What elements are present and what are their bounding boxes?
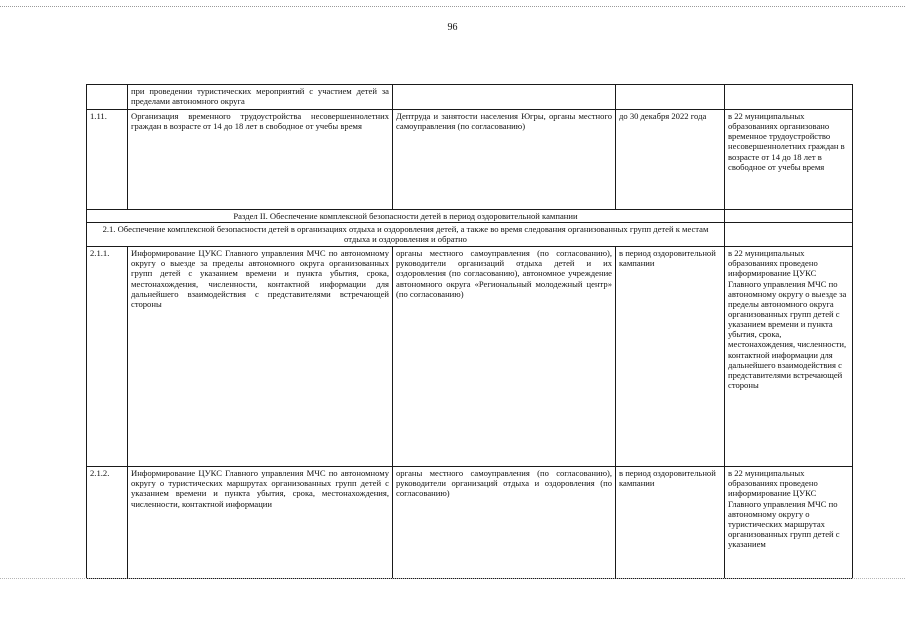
result-cell: в 22 муниципальных образованиях проведено информирование ЦУКС Главного управления МЧС по автономному округу о туристических маршрутах организованных групп детей с указанием (725, 467, 853, 579)
subsection-row (87, 223, 853, 247)
deadline-cell: до 30 декабря 2022 года (616, 110, 725, 210)
empty-cell (725, 210, 853, 223)
table-row (87, 467, 853, 579)
result-cell (725, 85, 853, 110)
deadline-cell (616, 85, 725, 110)
section-title: Раздел II. Обеспечение комплексной безопасности детей в период оздоровительной кампании (87, 210, 725, 223)
scan-edge-bottom (0, 578, 905, 579)
result-cell: в 22 муниципальных образованиях проведено информирование ЦУКС Главного управления МЧС по автономному округу о выезде за пределы автономного округа организованных групп детей с указанием времени и пункта убытия, срока, местонахождения, численности, контактной информации для дальнейшего взаимодействия с представителями встречающей стороны (725, 247, 853, 467)
row-number (87, 85, 128, 110)
executors-cell: органы местного самоуправления (по согласованию), руководители организаций отдыха детей и их оздоровления (по согласованию), автономное учреждение автономного округа «Региональный молодежный центр» (по согласованию) (393, 247, 616, 467)
plan-table (86, 84, 853, 579)
section-row (87, 210, 853, 223)
empty-cell (725, 223, 853, 247)
table-row (87, 85, 853, 110)
page-number: 96 (447, 22, 458, 33)
row-number: 1.11. (87, 110, 128, 210)
scan-edge-top (0, 6, 905, 7)
deadline-cell: в период оздоровительной кампании (616, 467, 725, 579)
row-number: 2.1.2. (87, 467, 128, 579)
activity-cell: Информирование ЦУКС Главного управления МЧС по автономному округу о выезде за пределы автономного округа организованных групп детей с указанием времени и пункта убытия, срока, местонахождения, численности, контактной информации для дальнейшего взаимодействия с представителями встречающей стороны (128, 247, 393, 467)
table-row (87, 247, 853, 467)
table-row (87, 110, 853, 210)
executors-cell (393, 85, 616, 110)
subsection-title: 2.1. Обеспечение комплексной безопасности детей в организациях отдыха и оздоровления детей, а также во время следования организованных групп детей к местам отдыха и оздоровления и обратно (87, 223, 725, 247)
activity-cell: при проведении туристических мероприятий с участием детей за пределами автономного округа (128, 85, 393, 110)
deadline-cell: в период оздоровительной кампании (616, 247, 725, 467)
activity-cell: Организация временного трудоустройства несовершеннолетних граждан в возрасте от 14 до 18 лет в свободное от учебы время (128, 110, 393, 210)
row-number: 2.1.1. (87, 247, 128, 467)
result-cell: в 22 муниципальных образованиях организовано временное трудоустройство несовершеннолетних граждан в возрасте от 14 до 18 лет в свободное от учебы время (725, 110, 853, 210)
executors-cell: органы местного самоуправления (по согласованию), руководители организаций отдыха и оздоровления (по согласованию) (393, 467, 616, 579)
executors-cell: Дептруда и занятости населения Югры, органы местного самоуправления (по согласованию) (393, 110, 616, 210)
activity-cell: Информирование ЦУКС Главного управления МЧС по автономному округу о туристических маршрутах организованных групп детей с указанием времени и пункта убытия, срока, местонахождения, численности, контактной информации (128, 467, 393, 579)
